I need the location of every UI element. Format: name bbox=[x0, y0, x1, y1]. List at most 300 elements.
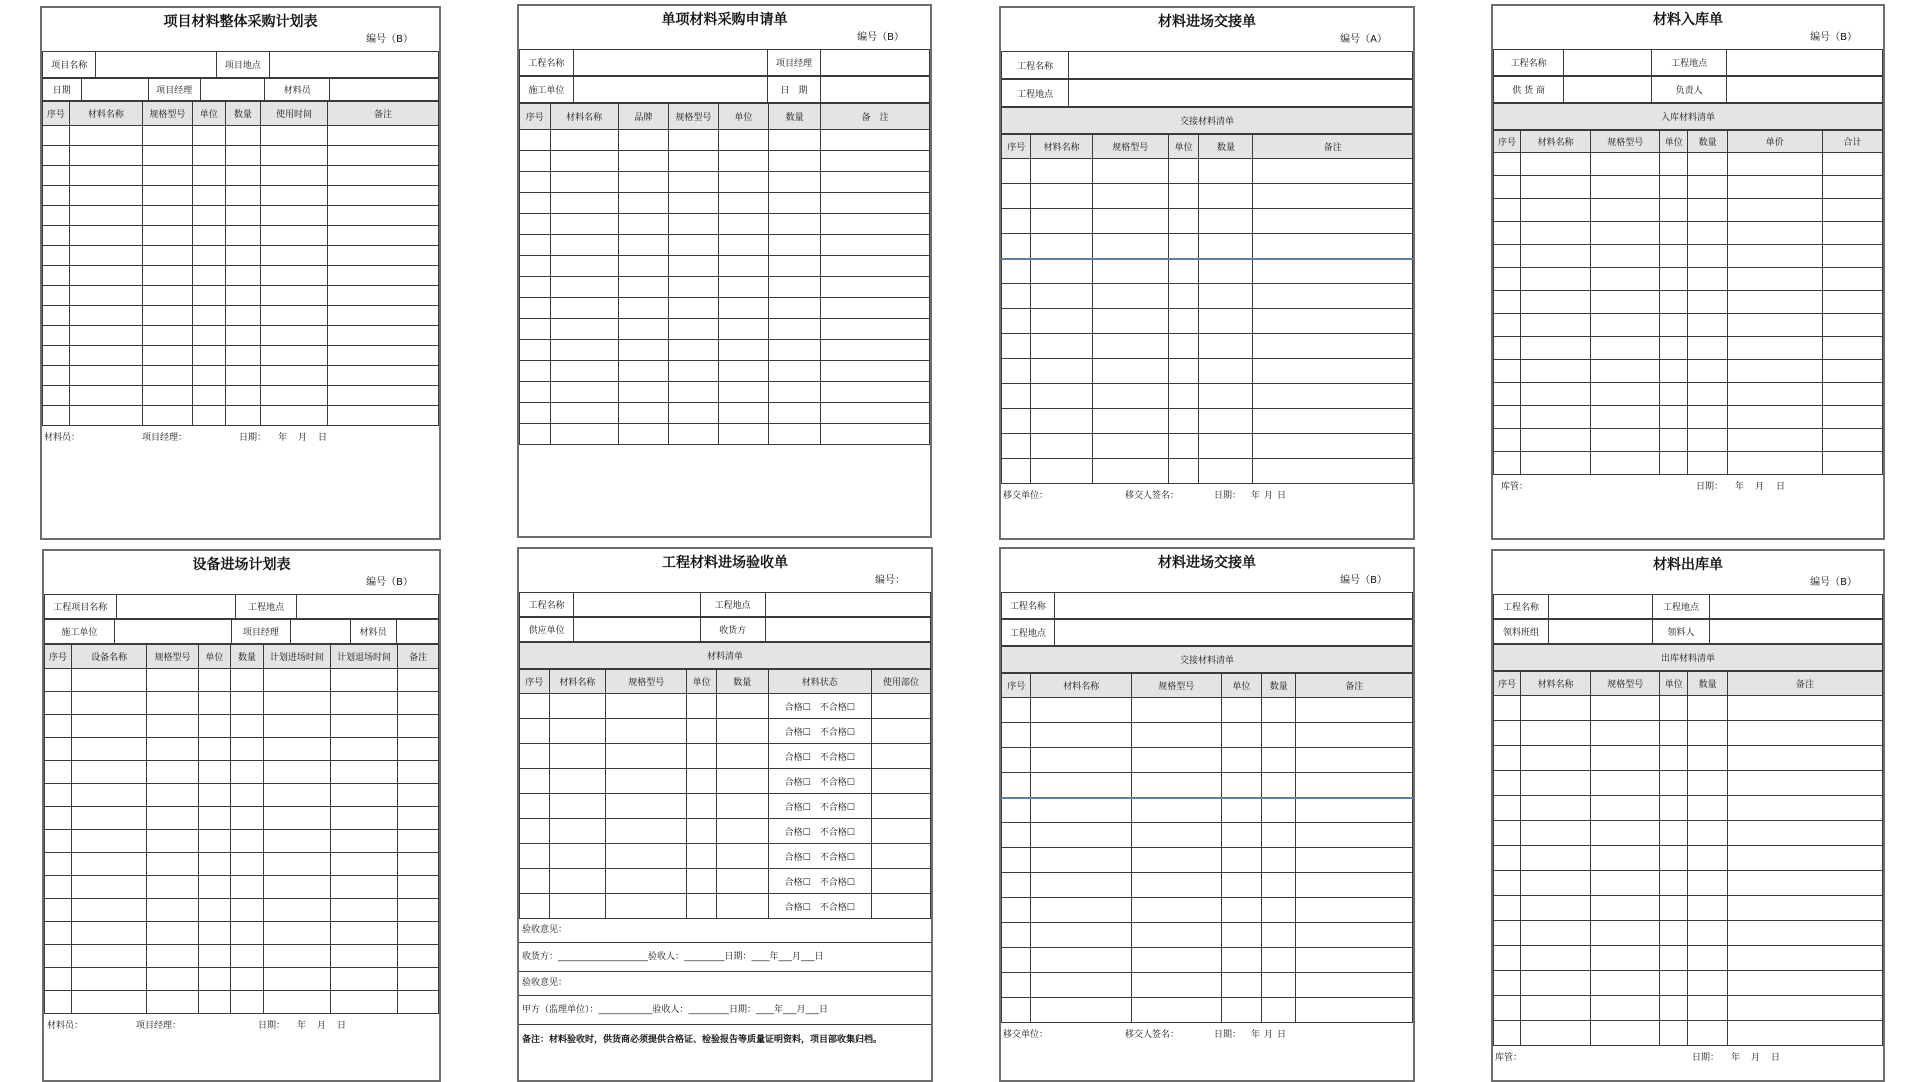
table-cell[interactable] bbox=[549, 769, 606, 794]
table-cell[interactable] bbox=[1521, 846, 1591, 871]
table-cell[interactable] bbox=[225, 326, 260, 346]
table-cell[interactable] bbox=[225, 226, 260, 246]
table-cell[interactable] bbox=[1494, 721, 1521, 746]
table-cell[interactable] bbox=[1168, 459, 1199, 484]
status-checkboxes[interactable]: 合格☐ 不合格☐ bbox=[768, 744, 871, 769]
table-cell[interactable] bbox=[225, 206, 260, 226]
table-cell[interactable] bbox=[550, 424, 618, 445]
table-cell[interactable] bbox=[1521, 871, 1591, 896]
table-cell[interactable] bbox=[43, 186, 70, 206]
status-checkboxes[interactable]: 合格☐ 不合格☐ bbox=[768, 894, 871, 919]
table-cell[interactable] bbox=[1262, 798, 1296, 823]
table-cell[interactable] bbox=[264, 945, 330, 968]
table-cell[interactable] bbox=[718, 403, 768, 424]
table-cell[interactable] bbox=[716, 744, 768, 769]
table-cell[interactable] bbox=[72, 968, 147, 991]
table-cell[interactable] bbox=[871, 894, 930, 919]
table-cell[interactable] bbox=[1132, 698, 1222, 723]
table-cell[interactable] bbox=[1521, 771, 1591, 796]
table-cell[interactable] bbox=[520, 694, 550, 719]
table-cell[interactable] bbox=[1002, 748, 1031, 773]
table-cell[interactable] bbox=[1221, 998, 1261, 1023]
table-cell[interactable] bbox=[1688, 921, 1727, 946]
table-cell[interactable] bbox=[43, 406, 70, 426]
table-cell[interactable] bbox=[668, 382, 718, 403]
table-cell[interactable] bbox=[1031, 209, 1092, 234]
table-cell[interactable] bbox=[520, 769, 550, 794]
table-cell[interactable] bbox=[550, 256, 618, 277]
table-cell[interactable] bbox=[69, 326, 142, 346]
table-cell[interactable] bbox=[718, 361, 768, 382]
table-cell[interactable] bbox=[1132, 848, 1222, 873]
table-cell[interactable] bbox=[192, 166, 225, 186]
table-cell[interactable] bbox=[45, 738, 72, 761]
table-cell[interactable] bbox=[198, 807, 230, 830]
table-cell[interactable] bbox=[1822, 291, 1882, 314]
table-cell[interactable] bbox=[225, 286, 260, 306]
table-cell[interactable] bbox=[330, 922, 398, 945]
table-cell[interactable] bbox=[687, 794, 717, 819]
table-cell[interactable] bbox=[147, 899, 199, 922]
table-cell[interactable] bbox=[821, 361, 930, 382]
field-value[interactable] bbox=[573, 50, 767, 76]
table-cell[interactable] bbox=[72, 876, 147, 899]
table-cell[interactable] bbox=[718, 277, 768, 298]
table-cell[interactable] bbox=[230, 669, 263, 692]
table-cell[interactable] bbox=[618, 277, 668, 298]
table-cell[interactable] bbox=[43, 206, 70, 226]
table-cell[interactable] bbox=[198, 761, 230, 784]
table-cell[interactable] bbox=[1822, 429, 1882, 452]
table-cell[interactable] bbox=[1494, 771, 1521, 796]
table-cell[interactable] bbox=[549, 844, 606, 869]
table-cell[interactable] bbox=[1002, 923, 1031, 948]
table-cell[interactable] bbox=[230, 968, 263, 991]
table-cell[interactable] bbox=[72, 761, 147, 784]
table-cell[interactable] bbox=[716, 869, 768, 894]
table-cell[interactable] bbox=[1591, 199, 1660, 222]
table-cell[interactable] bbox=[1002, 209, 1031, 234]
table-cell[interactable] bbox=[1521, 996, 1591, 1021]
table-cell[interactable] bbox=[398, 807, 439, 830]
table-cell[interactable] bbox=[871, 819, 930, 844]
table-cell[interactable] bbox=[1688, 222, 1727, 245]
table-cell[interactable] bbox=[69, 186, 142, 206]
table-cell[interactable] bbox=[261, 226, 328, 246]
table-cell[interactable] bbox=[1168, 234, 1199, 259]
table-cell[interactable] bbox=[1031, 459, 1092, 484]
table-cell[interactable] bbox=[1521, 1021, 1591, 1046]
table-cell[interactable] bbox=[1727, 821, 1882, 846]
table-cell[interactable] bbox=[1688, 696, 1727, 721]
table-cell[interactable] bbox=[1494, 268, 1521, 291]
table-cell[interactable] bbox=[1253, 434, 1413, 459]
table-cell[interactable] bbox=[398, 669, 439, 692]
table-cell[interactable] bbox=[1296, 923, 1413, 948]
table-cell[interactable] bbox=[69, 166, 142, 186]
table-cell[interactable] bbox=[1199, 159, 1253, 184]
table-cell[interactable] bbox=[147, 669, 199, 692]
table-cell[interactable] bbox=[1688, 383, 1727, 406]
table-cell[interactable] bbox=[1031, 234, 1092, 259]
table-cell[interactable] bbox=[1031, 798, 1132, 823]
table-cell[interactable] bbox=[1688, 821, 1727, 846]
table-cell[interactable] bbox=[1031, 923, 1132, 948]
table-cell[interactable] bbox=[328, 226, 439, 246]
table-cell[interactable] bbox=[1221, 948, 1261, 973]
table-cell[interactable] bbox=[520, 214, 551, 235]
table-cell[interactable] bbox=[1688, 176, 1727, 199]
table-cell[interactable] bbox=[1688, 796, 1727, 821]
table-cell[interactable] bbox=[768, 235, 820, 256]
table-cell[interactable] bbox=[142, 266, 192, 286]
table-cell[interactable] bbox=[1494, 846, 1521, 871]
table-cell[interactable] bbox=[1002, 259, 1031, 284]
table-cell[interactable] bbox=[43, 126, 70, 146]
table-cell[interactable] bbox=[1591, 383, 1660, 406]
field-value[interactable] bbox=[573, 77, 767, 103]
table-cell[interactable] bbox=[72, 991, 147, 1014]
table-cell[interactable] bbox=[1727, 337, 1822, 360]
table-cell[interactable] bbox=[1092, 334, 1168, 359]
table-cell[interactable] bbox=[549, 794, 606, 819]
table-cell[interactable] bbox=[1591, 896, 1660, 921]
table-cell[interactable] bbox=[1262, 898, 1296, 923]
table-cell[interactable] bbox=[821, 403, 930, 424]
table-cell[interactable] bbox=[1494, 1021, 1521, 1046]
table-cell[interactable] bbox=[618, 340, 668, 361]
table-cell[interactable] bbox=[1521, 360, 1591, 383]
table-cell[interactable] bbox=[550, 214, 618, 235]
table-cell[interactable] bbox=[687, 744, 717, 769]
table-cell[interactable] bbox=[1031, 359, 1092, 384]
table-cell[interactable] bbox=[1168, 359, 1199, 384]
table-cell[interactable] bbox=[45, 669, 72, 692]
table-cell[interactable] bbox=[1092, 434, 1168, 459]
table-cell[interactable] bbox=[225, 186, 260, 206]
table-cell[interactable] bbox=[72, 807, 147, 830]
table-cell[interactable] bbox=[1591, 946, 1660, 971]
table-cell[interactable] bbox=[147, 715, 199, 738]
table-cell[interactable] bbox=[330, 715, 398, 738]
table-cell[interactable] bbox=[1168, 284, 1199, 309]
table-cell[interactable] bbox=[192, 146, 225, 166]
table-cell[interactable] bbox=[549, 719, 606, 744]
table-cell[interactable] bbox=[261, 306, 328, 326]
table-cell[interactable] bbox=[1168, 184, 1199, 209]
field-value[interactable] bbox=[1069, 80, 1413, 107]
table-cell[interactable] bbox=[1660, 796, 1688, 821]
table-cell[interactable] bbox=[330, 899, 398, 922]
table-cell[interactable] bbox=[718, 256, 768, 277]
table-cell[interactable] bbox=[716, 819, 768, 844]
table-cell[interactable] bbox=[1092, 384, 1168, 409]
table-cell[interactable] bbox=[1521, 746, 1591, 771]
field-value[interactable] bbox=[1727, 77, 1883, 103]
table-cell[interactable] bbox=[821, 151, 930, 172]
table-cell[interactable] bbox=[549, 819, 606, 844]
table-cell[interactable] bbox=[1591, 1021, 1660, 1046]
table-cell[interactable] bbox=[72, 830, 147, 853]
table-cell[interactable] bbox=[1591, 153, 1660, 176]
table-cell[interactable] bbox=[1296, 998, 1413, 1023]
table-cell[interactable] bbox=[1092, 259, 1168, 284]
table-cell[interactable] bbox=[768, 172, 820, 193]
table-cell[interactable] bbox=[45, 922, 72, 945]
table-cell[interactable] bbox=[1296, 848, 1413, 873]
table-cell[interactable] bbox=[225, 246, 260, 266]
table-cell[interactable] bbox=[520, 844, 550, 869]
table-cell[interactable] bbox=[264, 853, 330, 876]
table-cell[interactable] bbox=[1199, 384, 1253, 409]
table-cell[interactable] bbox=[1688, 1021, 1727, 1046]
table-cell[interactable] bbox=[550, 193, 618, 214]
table-cell[interactable] bbox=[1199, 309, 1253, 334]
table-cell[interactable] bbox=[668, 130, 718, 151]
table-cell[interactable] bbox=[69, 226, 142, 246]
table-cell[interactable] bbox=[398, 876, 439, 899]
table-cell[interactable] bbox=[1253, 384, 1413, 409]
table-cell[interactable] bbox=[1521, 696, 1591, 721]
table-cell[interactable] bbox=[618, 193, 668, 214]
table-cell[interactable] bbox=[261, 366, 328, 386]
table-cell[interactable] bbox=[330, 738, 398, 761]
table-cell[interactable] bbox=[520, 256, 551, 277]
status-checkboxes[interactable]: 合格☐ 不合格☐ bbox=[768, 719, 871, 744]
table-cell[interactable] bbox=[43, 366, 70, 386]
table-cell[interactable] bbox=[606, 744, 687, 769]
table-cell[interactable] bbox=[1591, 314, 1660, 337]
table-cell[interactable] bbox=[1591, 996, 1660, 1021]
table-cell[interactable] bbox=[1168, 209, 1199, 234]
table-cell[interactable] bbox=[1253, 159, 1413, 184]
table-cell[interactable] bbox=[142, 326, 192, 346]
table-cell[interactable] bbox=[230, 853, 263, 876]
table-cell[interactable] bbox=[69, 286, 142, 306]
table-cell[interactable] bbox=[1262, 723, 1296, 748]
table-cell[interactable] bbox=[192, 386, 225, 406]
table-cell[interactable] bbox=[1727, 1021, 1882, 1046]
table-cell[interactable] bbox=[1591, 222, 1660, 245]
table-cell[interactable] bbox=[1727, 696, 1882, 721]
table-cell[interactable] bbox=[1199, 434, 1253, 459]
table-cell[interactable] bbox=[768, 319, 820, 340]
table-cell[interactable] bbox=[328, 166, 439, 186]
table-cell[interactable] bbox=[1688, 771, 1727, 796]
table-cell[interactable] bbox=[1221, 698, 1261, 723]
table-cell[interactable] bbox=[618, 424, 668, 445]
table-cell[interactable] bbox=[1822, 360, 1882, 383]
table-cell[interactable] bbox=[198, 830, 230, 853]
table-cell[interactable] bbox=[198, 968, 230, 991]
table-cell[interactable] bbox=[192, 266, 225, 286]
table-cell[interactable] bbox=[1031, 723, 1132, 748]
field-value[interactable] bbox=[1054, 620, 1412, 646]
table-cell[interactable] bbox=[45, 692, 72, 715]
table-cell[interactable] bbox=[1031, 384, 1092, 409]
table-cell[interactable] bbox=[398, 761, 439, 784]
table-cell[interactable] bbox=[821, 298, 930, 319]
table-cell[interactable] bbox=[549, 744, 606, 769]
table-cell[interactable] bbox=[1031, 823, 1132, 848]
table-cell[interactable] bbox=[72, 715, 147, 738]
table-cell[interactable] bbox=[398, 945, 439, 968]
table-cell[interactable] bbox=[668, 256, 718, 277]
table-cell[interactable] bbox=[192, 286, 225, 306]
field-value[interactable] bbox=[1549, 620, 1653, 644]
table-cell[interactable] bbox=[1591, 696, 1660, 721]
field-value[interactable] bbox=[765, 593, 930, 617]
field-value[interactable] bbox=[1069, 52, 1413, 79]
table-cell[interactable] bbox=[43, 266, 70, 286]
table-cell[interactable] bbox=[520, 151, 551, 172]
table-cell[interactable] bbox=[1727, 383, 1822, 406]
table-cell[interactable] bbox=[1494, 245, 1521, 268]
table-cell[interactable] bbox=[1494, 871, 1521, 896]
table-cell[interactable] bbox=[668, 298, 718, 319]
table-cell[interactable] bbox=[198, 991, 230, 1014]
table-cell[interactable] bbox=[192, 326, 225, 346]
table-cell[interactable] bbox=[1660, 429, 1688, 452]
table-cell[interactable] bbox=[69, 306, 142, 326]
table-cell[interactable] bbox=[871, 869, 930, 894]
table-cell[interactable] bbox=[1591, 406, 1660, 429]
table-cell[interactable] bbox=[142, 286, 192, 306]
table-cell[interactable] bbox=[1002, 848, 1031, 873]
table-cell[interactable] bbox=[43, 286, 70, 306]
table-cell[interactable] bbox=[1660, 452, 1688, 475]
table-cell[interactable] bbox=[147, 784, 199, 807]
table-cell[interactable] bbox=[330, 853, 398, 876]
table-cell[interactable] bbox=[1031, 159, 1092, 184]
table-cell[interactable] bbox=[398, 738, 439, 761]
table-cell[interactable] bbox=[821, 130, 930, 151]
table-cell[interactable] bbox=[261, 206, 328, 226]
table-cell[interactable] bbox=[1168, 384, 1199, 409]
table-cell[interactable] bbox=[1494, 383, 1521, 406]
table-cell[interactable] bbox=[43, 146, 70, 166]
table-cell[interactable] bbox=[718, 319, 768, 340]
table-cell[interactable] bbox=[72, 669, 147, 692]
table-cell[interactable] bbox=[1253, 209, 1413, 234]
table-cell[interactable] bbox=[1253, 184, 1413, 209]
table-cell[interactable] bbox=[821, 193, 930, 214]
table-cell[interactable] bbox=[142, 306, 192, 326]
field-value[interactable] bbox=[821, 50, 930, 76]
table-cell[interactable] bbox=[1591, 268, 1660, 291]
table-cell[interactable] bbox=[1262, 848, 1296, 873]
table-cell[interactable] bbox=[1660, 291, 1688, 314]
table-cell[interactable] bbox=[264, 669, 330, 692]
table-cell[interactable] bbox=[1660, 896, 1688, 921]
table-cell[interactable] bbox=[264, 991, 330, 1014]
table-cell[interactable] bbox=[1727, 153, 1822, 176]
table-cell[interactable] bbox=[768, 277, 820, 298]
table-cell[interactable] bbox=[687, 894, 717, 919]
table-cell[interactable] bbox=[768, 424, 820, 445]
table-cell[interactable] bbox=[264, 899, 330, 922]
table-cell[interactable] bbox=[1727, 245, 1822, 268]
table-cell[interactable] bbox=[520, 719, 550, 744]
table-cell[interactable] bbox=[1253, 259, 1413, 284]
table-cell[interactable] bbox=[142, 386, 192, 406]
table-cell[interactable] bbox=[1521, 245, 1591, 268]
table-cell[interactable] bbox=[1092, 309, 1168, 334]
field-value[interactable] bbox=[574, 593, 700, 617]
table-cell[interactable] bbox=[230, 922, 263, 945]
field-value[interactable] bbox=[297, 595, 439, 619]
table-cell[interactable] bbox=[1660, 871, 1688, 896]
status-checkboxes[interactable]: 合格☐ 不合格☐ bbox=[768, 794, 871, 819]
table-cell[interactable] bbox=[1591, 921, 1660, 946]
table-cell[interactable] bbox=[142, 206, 192, 226]
field-value[interactable] bbox=[81, 79, 148, 101]
table-cell[interactable] bbox=[871, 769, 930, 794]
table-cell[interactable] bbox=[1688, 846, 1727, 871]
table-cell[interactable] bbox=[520, 382, 551, 403]
table-cell[interactable] bbox=[72, 945, 147, 968]
table-cell[interactable] bbox=[1031, 748, 1132, 773]
table-cell[interactable] bbox=[1521, 946, 1591, 971]
table-cell[interactable] bbox=[1660, 821, 1688, 846]
table-cell[interactable] bbox=[1727, 946, 1882, 971]
table-cell[interactable] bbox=[1688, 291, 1727, 314]
table-cell[interactable] bbox=[668, 403, 718, 424]
field-value[interactable] bbox=[1709, 620, 1882, 644]
field-value[interactable] bbox=[1549, 595, 1653, 619]
table-cell[interactable] bbox=[1688, 429, 1727, 452]
table-cell[interactable] bbox=[328, 186, 439, 206]
table-cell[interactable] bbox=[520, 424, 551, 445]
table-cell[interactable] bbox=[1031, 898, 1132, 923]
table-cell[interactable] bbox=[192, 186, 225, 206]
table-cell[interactable] bbox=[328, 346, 439, 366]
table-cell[interactable] bbox=[1660, 846, 1688, 871]
table-cell[interactable] bbox=[1132, 948, 1222, 973]
table-cell[interactable] bbox=[1253, 234, 1413, 259]
table-cell[interactable] bbox=[550, 235, 618, 256]
table-cell[interactable] bbox=[1002, 234, 1031, 259]
status-checkboxes[interactable]: 合格☐ 不合格☐ bbox=[768, 869, 871, 894]
table-cell[interactable] bbox=[1199, 284, 1253, 309]
table-cell[interactable] bbox=[1660, 337, 1688, 360]
table-cell[interactable] bbox=[821, 340, 930, 361]
table-cell[interactable] bbox=[147, 876, 199, 899]
table-cell[interactable] bbox=[1727, 222, 1822, 245]
table-cell[interactable] bbox=[230, 807, 263, 830]
table-cell[interactable] bbox=[45, 807, 72, 830]
table-cell[interactable] bbox=[261, 406, 328, 426]
table-cell[interactable] bbox=[1002, 823, 1031, 848]
table-cell[interactable] bbox=[225, 306, 260, 326]
table-cell[interactable] bbox=[398, 715, 439, 738]
table-cell[interactable] bbox=[198, 692, 230, 715]
table-cell[interactable] bbox=[1199, 409, 1253, 434]
table-cell[interactable] bbox=[230, 830, 263, 853]
table-cell[interactable] bbox=[1660, 222, 1688, 245]
field-value[interactable] bbox=[1564, 50, 1652, 76]
table-cell[interactable] bbox=[198, 876, 230, 899]
table-cell[interactable] bbox=[1168, 434, 1199, 459]
table-cell[interactable] bbox=[1494, 222, 1521, 245]
table-cell[interactable] bbox=[261, 386, 328, 406]
table-cell[interactable] bbox=[1660, 721, 1688, 746]
table-cell[interactable] bbox=[147, 738, 199, 761]
table-cell[interactable] bbox=[45, 899, 72, 922]
table-cell[interactable] bbox=[1727, 314, 1822, 337]
table-cell[interactable] bbox=[618, 298, 668, 319]
table-cell[interactable] bbox=[398, 692, 439, 715]
